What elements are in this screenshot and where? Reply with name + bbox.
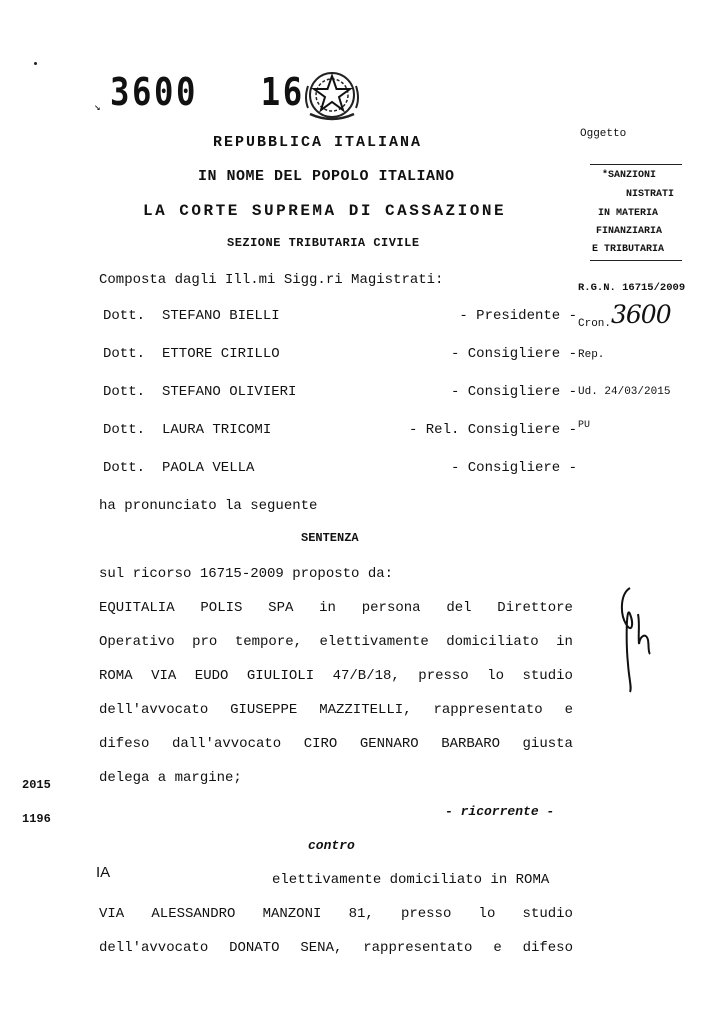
stamp-number bbox=[110, 70, 305, 114]
word: lo bbox=[487, 668, 505, 684]
judge-name: STEFANO OLIVIERI bbox=[162, 384, 297, 400]
judge-name: PAOLA VELLA bbox=[162, 460, 255, 476]
word: ROMA bbox=[99, 668, 133, 684]
word: VIA bbox=[99, 906, 125, 922]
sentenza-heading: SENTENZA bbox=[301, 531, 359, 545]
word: lo bbox=[478, 906, 496, 922]
subject-line: FINANZIARIA bbox=[596, 226, 663, 237]
word: POLIS bbox=[200, 600, 243, 616]
margin-year: 2015 bbox=[22, 778, 51, 792]
subject-line: NISTRATI bbox=[626, 189, 675, 200]
subject-line: *SANZIONI bbox=[602, 170, 657, 181]
word: presso bbox=[400, 906, 452, 922]
sidebar-rule-bottom bbox=[590, 260, 682, 261]
word: MANZONI bbox=[262, 906, 322, 922]
judge-role: - Consigliere - bbox=[450, 460, 577, 476]
judge-role: - Consigliere - bbox=[450, 384, 577, 400]
word: GIUSEPPE bbox=[230, 702, 298, 718]
judge-row bbox=[103, 460, 577, 480]
word: SENA, bbox=[300, 940, 343, 956]
word: ALESSANDRO bbox=[151, 906, 236, 922]
word: del bbox=[446, 600, 472, 616]
word: e bbox=[564, 702, 573, 718]
judge-title: Dott. bbox=[103, 460, 146, 476]
word: tempore, bbox=[234, 634, 303, 650]
header-court: LA CORTE SUPREMA DI CASSAZIONE bbox=[143, 202, 507, 220]
word: giusta bbox=[522, 736, 573, 752]
paragraph-last-line: delega a margine; bbox=[99, 770, 242, 786]
word: domiciliato bbox=[446, 634, 539, 650]
scan-dot bbox=[34, 62, 37, 65]
word: DONATO bbox=[229, 940, 280, 956]
word: rappresentato bbox=[433, 702, 543, 718]
word: persona bbox=[361, 600, 421, 616]
word: GIULIOLI bbox=[246, 668, 315, 684]
stamp-number-main: 3600 bbox=[110, 70, 198, 114]
paragraph-line bbox=[99, 668, 573, 684]
word: dall'avvocato bbox=[171, 736, 282, 752]
word: EQUITALIA bbox=[99, 600, 175, 616]
word: in bbox=[556, 634, 573, 650]
word: pro bbox=[192, 634, 218, 650]
word: presso bbox=[418, 668, 469, 684]
stamp-number-suffix: 16 bbox=[260, 70, 305, 114]
word: e bbox=[493, 940, 502, 956]
word: studio bbox=[522, 668, 573, 684]
word: SPA bbox=[268, 600, 294, 616]
cron-label: Cron. bbox=[578, 318, 612, 330]
judge-role: - Consigliere - bbox=[450, 346, 577, 362]
judge-name: ETTORE CIRILLO bbox=[162, 346, 280, 362]
subject-line: E TRIBUTARIA bbox=[592, 244, 665, 255]
word: BARBARO bbox=[441, 736, 500, 752]
paragraph-line bbox=[99, 906, 573, 922]
word: 81, bbox=[348, 906, 374, 922]
word: rappresentato bbox=[363, 940, 473, 956]
header-republic: REPUBBLICA ITALIANA bbox=[213, 134, 423, 151]
word: Operativo bbox=[99, 634, 175, 650]
header-people: IN NOME DEL POPOLO ITALIANO bbox=[198, 168, 455, 185]
judge-row bbox=[103, 308, 577, 328]
judge-row bbox=[103, 384, 577, 404]
margin-number: 1196 bbox=[22, 812, 51, 826]
word: in bbox=[319, 600, 336, 616]
judge-role: - Presidente - bbox=[459, 308, 577, 324]
pu-label: PU bbox=[578, 420, 591, 431]
word: CIRO bbox=[303, 736, 338, 752]
word: MAZZITELLI, bbox=[319, 702, 412, 718]
word: dell'avvocato bbox=[99, 702, 209, 718]
word: Direttore bbox=[497, 600, 573, 616]
paragraph-line bbox=[99, 600, 573, 616]
handwritten-initials-signature bbox=[612, 584, 662, 694]
italian-republic-emblem-icon bbox=[298, 68, 366, 124]
word: VIA bbox=[151, 668, 177, 684]
header-section: SEZIONE TRIBUTARIA CIVILE bbox=[227, 236, 420, 250]
composition-intro: Composta dagli Ill.mi Sigg.ri Magistrati: bbox=[99, 272, 444, 288]
contro-label: contro bbox=[308, 838, 355, 853]
paragraph-line bbox=[99, 702, 573, 718]
judge-title: Dott. bbox=[103, 346, 146, 362]
hearing-date: Ud. 24/03/2015 bbox=[578, 386, 671, 398]
word: elettivamente bbox=[319, 634, 429, 650]
judge-title: Dott. bbox=[103, 384, 146, 400]
paragraph-line bbox=[99, 634, 573, 650]
subject-line: IN MATERIA bbox=[598, 208, 659, 219]
rgn-number: R.G.N. 16715/2009 bbox=[578, 282, 686, 294]
judge-title: Dott. bbox=[103, 422, 146, 438]
judge-name: LAURA TRICOMI bbox=[162, 422, 272, 438]
pronounced-line: ha pronunciato la seguente bbox=[99, 498, 318, 514]
judge-title: Dott. bbox=[103, 308, 146, 324]
word: dell'avvocato bbox=[99, 940, 209, 956]
paragraph-line bbox=[99, 736, 573, 752]
cron-handwritten-number: 3600 bbox=[611, 300, 671, 329]
oggetto-label: Oggetto bbox=[580, 128, 627, 140]
judge-row bbox=[103, 346, 577, 366]
tick-mark: ↘ bbox=[94, 102, 101, 114]
word: difeso bbox=[99, 736, 150, 752]
paragraph-line: elettivamente domiciliato in ROMA bbox=[272, 872, 550, 888]
paragraph-line bbox=[99, 940, 573, 956]
judge-role: - Rel. Consigliere - bbox=[408, 422, 577, 438]
redacted-initial: IA bbox=[96, 864, 111, 881]
word: GENNARO bbox=[359, 736, 419, 752]
word: EUDO bbox=[194, 668, 229, 684]
word: 47/B/18, bbox=[332, 668, 400, 684]
word: studio bbox=[522, 906, 573, 922]
judge-row bbox=[103, 422, 577, 442]
ricorso-line: sul ricorso 16715-2009 proposto da: bbox=[99, 566, 394, 582]
rep-label: Rep. bbox=[578, 349, 605, 361]
word: difeso bbox=[522, 940, 573, 956]
sidebar-rule-top bbox=[590, 164, 682, 165]
judge-name: STEFANO BIELLI bbox=[162, 308, 280, 324]
ricorrente-label: - ricorrente - bbox=[445, 804, 555, 819]
